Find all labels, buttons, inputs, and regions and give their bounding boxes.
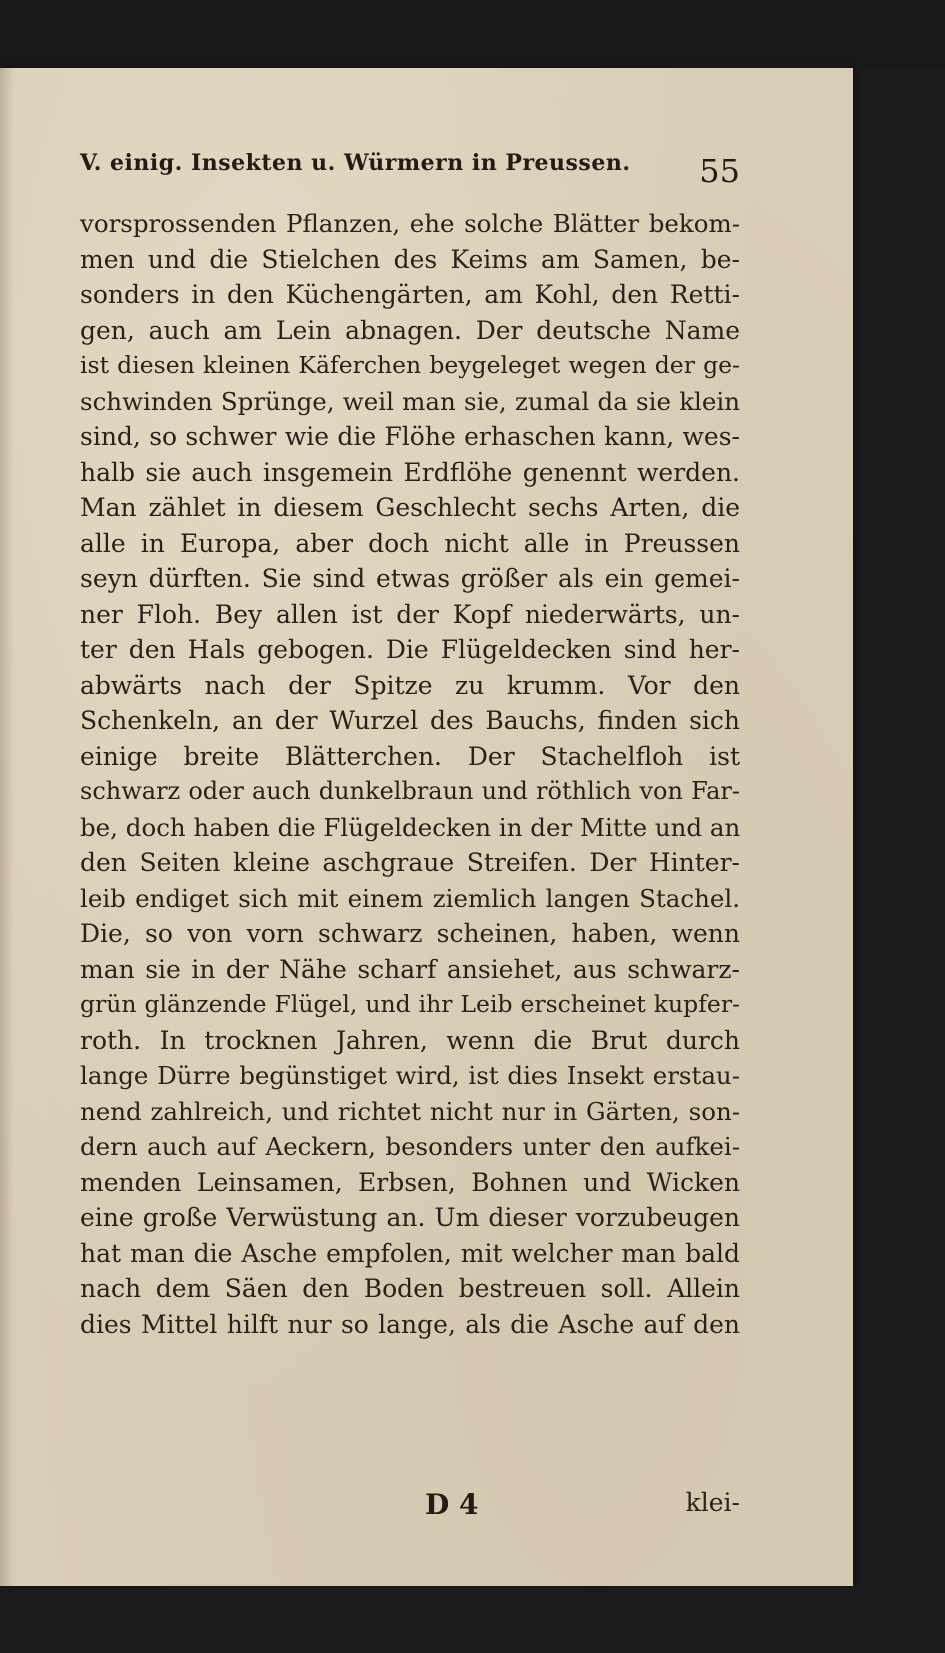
page-gutter-shadow: [0, 68, 14, 1586]
text-line: sonders in den Küchengärten, am Kohl, den Retti-: [80, 280, 740, 309]
text-line: nach dem Säen den Boden bestreuen soll. Allein: [80, 1274, 740, 1303]
catchword: klei-: [685, 1488, 740, 1517]
text-line: dies Mittel hilft nur so lange, als die Asche auf den: [80, 1309, 740, 1339]
signature-mark: D 4: [425, 1488, 479, 1521]
text-line: ist diesen kleinen Käferchen beygeleget wegen der ge-: [80, 351, 740, 379]
scan-background: [0, 0, 945, 70]
text-line: einige breite Blätterchen. Der Stachelfloh ist: [80, 741, 740, 771]
text-line: vorsprossenden Pflanzen, ehe solche Blätter bekom-: [80, 209, 740, 238]
text-line: grün glänzende Flügel, und ihr Leib erscheinet kupfer-: [80, 990, 740, 1018]
text-line: halb sie auch insgemein Erdflöhe genennt werden.: [80, 457, 740, 487]
text-line: leib endiget sich mit einem ziemlich langen Stachel.: [80, 883, 740, 913]
text-line: den Seiten kleine aschgraue Streifen. Der Hinter-: [80, 848, 740, 877]
running-head: V. einig. Insekten u. Würmern in Preussen.: [80, 150, 631, 176]
text-line: sind, so schwer wie die Flöhe erhaschen kann, wes-: [80, 422, 740, 451]
body-text: [80, 206, 740, 1342]
text-line: nend zahlreich, und richtet nicht nur in Gärten, son-: [80, 1096, 740, 1126]
book-page: [0, 68, 853, 1586]
page-number: 55: [699, 152, 740, 190]
text-line: lange Dürre begünstiget wird, ist dies Insekt erstau-: [80, 1061, 740, 1090]
text-line: eine große Verwüstung an. Um dieser vorzubeugen: [80, 1203, 740, 1232]
text-line: schwarz oder auch dunkelbraun und röthlich von Far-: [80, 777, 740, 805]
page-header: [80, 150, 740, 202]
text-line: abwärts nach der Spitze zu krumm. Vor den: [80, 670, 740, 700]
text-line: ter den Hals gebogen. Die Flügeldecken sind her-: [80, 635, 740, 664]
text-line: dern auch auf Aeckern, besonders unter den aufkei-: [80, 1132, 740, 1161]
page-footer: [80, 1488, 740, 1528]
text-line: ner Floh. Bey allen ist der Kopf niederwärts, un-: [80, 599, 740, 629]
text-line: be, doch haben die Flügeldecken in der Mitte und an: [80, 812, 741, 842]
text-line: seyn dürften. Sie sind etwas größer als ein gemei-: [80, 564, 740, 593]
text-line: men und die Stielchen des Keims am Samen, be-: [80, 244, 740, 274]
text-line: hat man die Asche empfolen, mit welcher man bald: [80, 1238, 740, 1268]
text-line: schwinden Sprünge, weil man sie, zumal da sie klein: [80, 386, 740, 416]
text-line: Schenkeln, an der Wurzel des Bauchs, finden sich: [80, 706, 740, 735]
text-line: gen, auch am Lein abnagen. Der deutsche Name: [80, 315, 740, 345]
text-line: man sie in der Nähe scharf ansiehet, aus schwarz-: [80, 954, 740, 984]
text-line: alle in Europa, aber doch nicht alle in Preussen: [80, 528, 740, 558]
text-line: roth. In trocknen Jahren, wenn die Brut durch: [80, 1025, 740, 1055]
text-line: menden Leinsamen, Erbsen, Bohnen und Wicken: [80, 1167, 740, 1197]
text-line: Die, so von vorn schwarz scheinen, haben, wenn: [80, 919, 740, 948]
text-line: Man zählet in diesem Geschlecht sechs Arten, die: [80, 493, 740, 522]
